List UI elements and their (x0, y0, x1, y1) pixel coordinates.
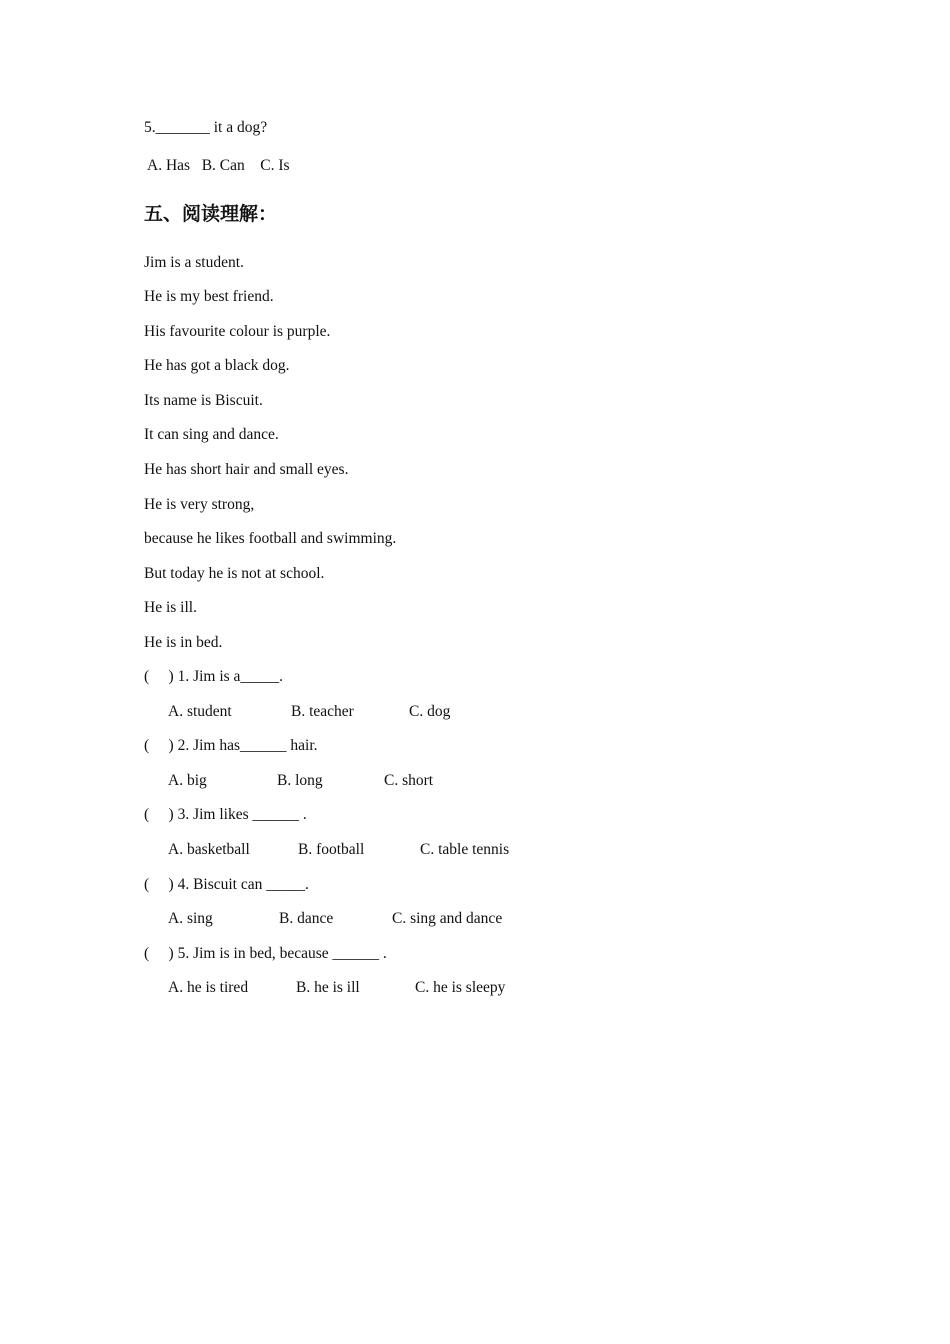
passage-line: He is very strong, (144, 496, 255, 513)
passage-line: He has got a black dog. (144, 357, 290, 374)
option-b: B. long (277, 772, 323, 789)
passage-line: He is my best friend. (144, 288, 274, 305)
passage-line: Its name is Biscuit. (144, 392, 263, 409)
option-c: C. he is sleepy (415, 979, 506, 996)
option-b: B. he is ill (296, 979, 360, 996)
option-b: B. teacher (291, 703, 354, 720)
option-c: C. table tennis (420, 841, 510, 858)
passage-line: He is ill. (144, 599, 197, 616)
question-stem: ( ) 2. Jim has______ hair. (144, 737, 318, 754)
question-options (168, 978, 506, 1078)
option-a: A. sing (168, 910, 213, 927)
question-stem: ( ) 5. Jim is in bed, because ______ . (144, 945, 387, 962)
option-b: B. dance (279, 910, 334, 927)
prev-question-stem: 5._______ it a dog? (144, 119, 268, 136)
option-b: B. football (298, 841, 365, 858)
option-c: C. dog (409, 703, 451, 720)
option-c: C. short (384, 772, 434, 789)
question-stem: ( ) 1. Jim is a_____. (144, 668, 284, 685)
prev-question-options: A. Has B. Can C. Is (144, 157, 290, 174)
section-heading: 五、阅读理解： (144, 203, 278, 225)
option-c: C. sing and dance (392, 910, 503, 927)
option-a: A. basketball (168, 841, 250, 858)
option-a: A. student (168, 703, 232, 720)
passage-line: He has short hair and small eyes. (144, 461, 349, 478)
option-a: A. big (168, 772, 207, 789)
passage-line: His favourite colour is purple. (144, 323, 331, 340)
question-stem: ( ) 4. Biscuit can _____. (144, 876, 309, 893)
passage-line: It can sing and dance. (144, 426, 279, 443)
question-stem: ( ) 3. Jim likes ______ . (144, 806, 307, 823)
passage-line: because he likes football and swimming. (144, 530, 397, 547)
passage-line: Jim is a student. (144, 254, 244, 271)
passage-line: But today he is not at school. (144, 565, 325, 582)
passage-line: He is in bed. (144, 634, 223, 651)
option-a: A. he is tired (168, 979, 249, 996)
